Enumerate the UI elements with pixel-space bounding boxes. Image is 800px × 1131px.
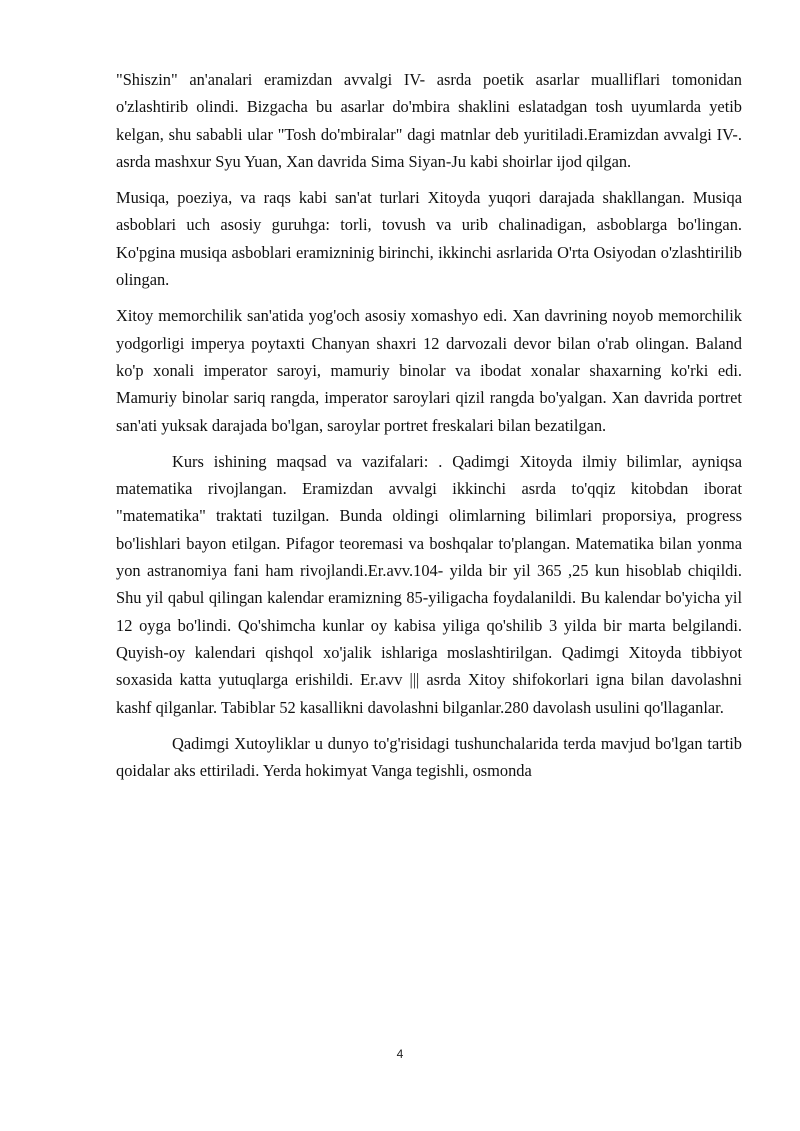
paragraph-music: Musiqa, poeziya, va raqs kabi san'at turlari Xitoyda yuqori darajada shakllangan. Musiqa asboblari uch asosiy guruhga: torli, tovush va urib chalinadigan, asboblarga bo'lingan. Ko'pgina musiqa asboblari eramizninig birinchi, ikkinchi asrlarida O'rta Osiyodan o'zlashtirilib olingan. xyxy=(116,188,742,290)
paragraph-shiszin: "Shiszin" an'analari eramizdan avvalgi IV- asrda poetik asarlar mualliflari tomonidan o'zlashtirib olindi. Bizgacha bu asarlar do'mbira shaklini eslatadgan tosh uyumlarda yetib kelgan, shu sababli ular "Tosh do'mbiralar" dagi matnlar deb yuritiladi.Eramizdan avvalgi IV-. asrda mashxur Syu Yuan, Xan davrida Sima Siyan-Ju kabi shoirlar ijod qilgan. xyxy=(116,70,742,171)
paragraph-worldview: Qadimgi Xutoyliklar u dunyo to'g'risidagi tushunchalarida terda mavjud bo'lgan tartib qoidalar aks ettiriladi. Yerda hokimyat Vanga tegishli, osmonda xyxy=(116,733,742,781)
paragraph-architecture: Xitoy memorchilik san'atida yog'och asosiy xomashyo edi. Xan davrining noyob memorchilik yodgorligi imperya poytaxti Chanyan shaxri 12 darvozali devor bilan o'rab olingan. Baland ko'p xonali imperator saroyi, mamuriy binolar va ibodat xonalar shaxarning ko'rki edi. Mamuriy binolar sariq rangda, imperator saroylari qizil rangda bo'yalgan. Xan davrida portret san'ati yuksak darajada bo'lgan, saroylar portret freskalari bilan bezatilgan. xyxy=(116,306,742,435)
paragraph-science: Kurs ishining maqsad va vazifalari: . Qadimgi Xitoyda ilmiy bilimlar, ayniqsa matematika rivojlangan. Eramizdan avvalgi ikkinchi asrda to'qqiz kitobdan iborat "matematika" traktati tuzilgan. Bunda oldingi olimlarning bilimlari proporsiya, progress bo'lishlari bayon etilgan. Pifagor teoremasi va boshqalar to'plangan. Matematika bilan yonma yon astranomiya fani ham rivojlandi.Er.avv.104- yilda bir yil 365 ,25 kun hisoblab chiqildi. Shu yil qabul qilingan kalendar eramizning 85-yiligacha foydalanildi. Bu kalendar bo'yicha yil 12 oyga bo'lindi. Qo'shimcha kunlar oy kabisa yiliga qo'shilib 3 yilda bir marta belgilandi. Quyish-oy kalendari qishqol xo'jalik ishlariga moslashtirilgan. Qadimgi Xitoyda tibbiyot soxasida katta yutuqlarga erishildi. Er.avv ||| asrda Xitoy shifokorlari igna bilan davolashni kashf qilganlar. Tabiblar 52 kasallikni davolashni bilganlar.280 davolash usulini qo'llaganlar. xyxy=(116,451,742,717)
page-number: 4 xyxy=(396,1047,404,1061)
document-body xyxy=(116,66,742,793)
